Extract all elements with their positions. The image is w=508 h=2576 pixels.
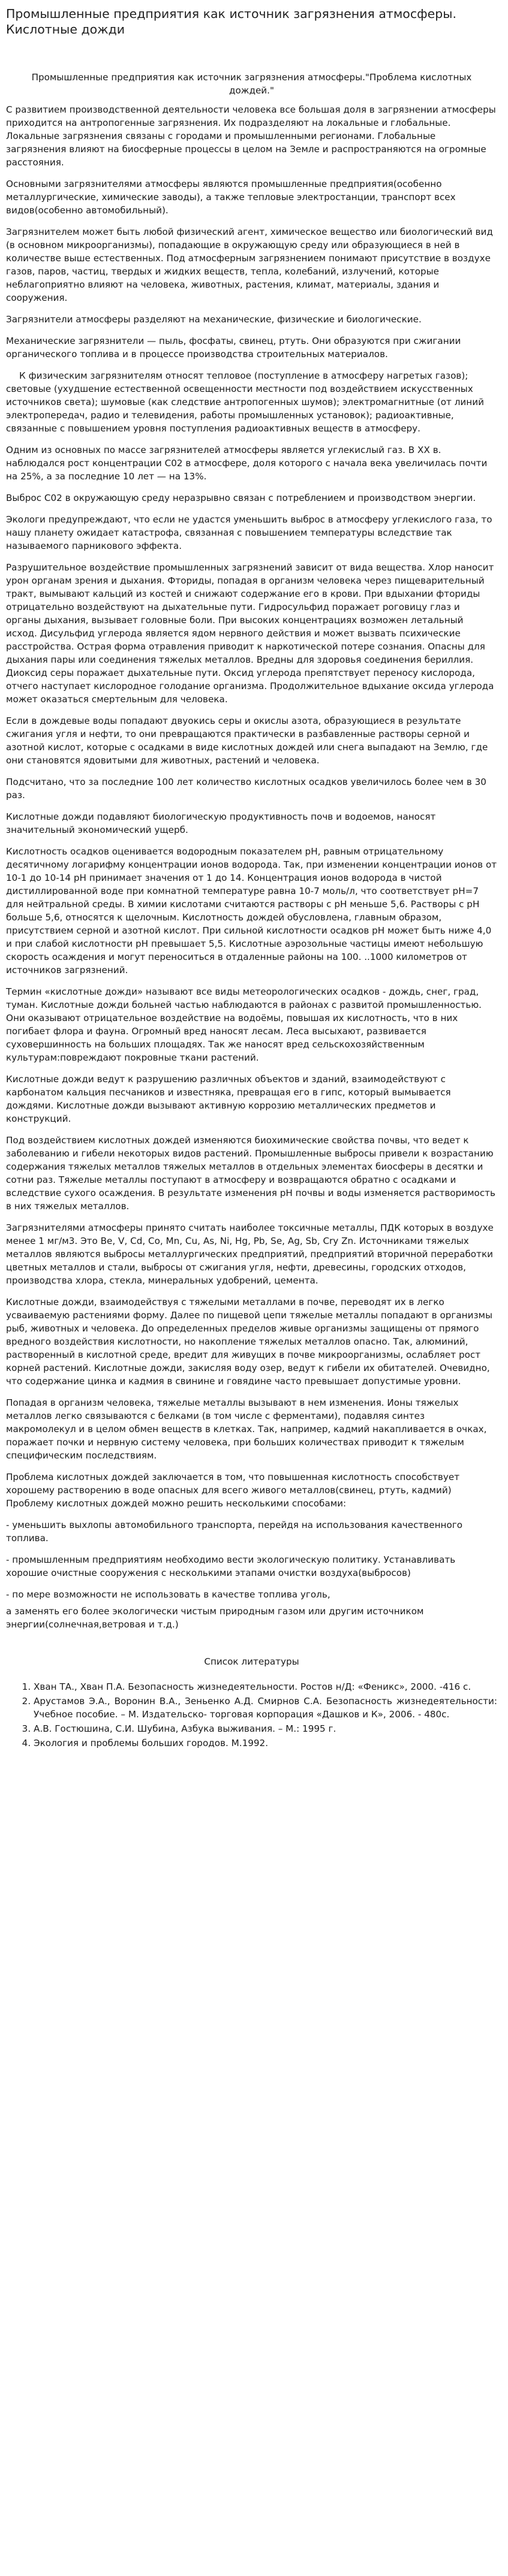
paragraph: Основными загрязнителями атмосферы являются промышленные предприятия(особенно металлургические, химические заводы), а также тепловые электростанции, транспорт всех видов(особенно автомобильный).: [6, 179, 456, 216]
document-subtitle: Промышленные предприятия как источник загрязнения атмосферы."Проблема кислотных дождей.": [31, 72, 472, 96]
paragraph: Кислотные дожди ведут к разрушению различных объектов и зданий, взаимодействуют с карбонатом кальция песчаников и известняка, превращая его в гипс, который вымывается дождями. Кислотные дожди вызывают активную коррозию металлических предметов и конструкций.: [6, 1074, 451, 1124]
paragraph: Термин «кислотные дожди» называют все виды метеорологических осадков - дождь, снег, град, туман. Кислотные дожди больней частью наблюдаются в районах с развитой промышленностью. Они оказывают отрицательное воздействие на водоёмы, повышая их кислотность, что в них погибает флора и фауна. Огромный вред наносят лесам. Леса высыхают, развивается суховершинность на больших площадях. Так же наносят вред сельскохозяйственным культурам:повреждают покровные ткани растений.: [6, 986, 482, 1063]
paragraph: Проблема кислотных дождей заключается в том, что повышенная кислотность способствует хорошему растворению в воде опасных для всего живого металлов(свинец, ртуть, кадмий) Проблему кислотных дождей можно решить несколькими способами:: [6, 1472, 460, 1509]
paragraph: Кислотные дожди, взаимодействуя с тяжелыми металлами в почве, переводят их в легко усваиваемую растениями форму. Далее по пищевой цепи тяжелые металлы попадают в организмы рыб, животных и человека. До определенных пределов живые организмы защищены от прямого вредного воздействия кислотности, но накопление тяжелых металлов опасно. Так, алюминий, растворенный в кислотной среде, вредит для живущих в почве микроорганизмы, ослабляет рост корней растений. Кислотные дожди, закисляя воду озер, ведут к гибели их обитателей. Очевидно, что содержание цинка и кадмия в свинине и говядине часто превышает допустимые уровни.: [6, 1297, 492, 1387]
reference-item: 2. Арустамов Э.А., Воронин В.А., Зеньенко А.Д. Смирнов С.А. Безопасность жизнедеятельности: Учебное пособие. – М. Издательско- торговая корпорация «Дашков и К», 2006. - 480с.: [34, 1695, 497, 1721]
reference-item: 4. Экология и проблемы больших городов. М.1992.: [34, 1737, 497, 1750]
paragraph: Загрязнители атмосферы разделяют на механические, физические и биологические.: [6, 314, 422, 325]
paragraph: Одним из основных по массе загрязнителей атмосферы является углекислый газ. В XX в. наблюдался рост концентрации С02 в атмосфере, доля которого с начала века увеличилась почти на 25%, а за последние 10 лет — на 13%.: [6, 445, 488, 482]
references-list: [6, 1680, 497, 1750]
solution-item: - по мере возможности не использовать в качестве топлива уголь,: [6, 1589, 330, 1600]
solution-item: - промышленным предприятиям необходимо вести экологическую политику. Устанавливать хорошие очистные сооружения с несколькими этапами очистки воздуха(выбросов): [6, 1554, 456, 1578]
paragraph: К физическим загрязнителям относят тепловое (поступление в атмосферу нагретых газов); световые (ухудшение естественной освещенности местности под воздействием искусственных источников света); шумовые (как следствие антропогенных шумов); электромагнитные (от линий электропередач, радио и телевидения, работы промышленных установок); радиоактивные, связанные с повышением уровня поступления радиоактивных веществ в атмосферу.: [6, 370, 484, 434]
document-body: [6, 103, 497, 1631]
paragraph: Под воздействием кислотных дождей изменяются биохимические свойства почвы, что ведет к заболеванию и гибели некоторых видов растений. Промышленные выбросы привели к возрастанию содержания тяжелых металлов тяжелых металлов в отдельных элементах биосферы в десятки и сотни раз. Тяжелые металлы поступают в атмосферу и возвращаются обратно с осадками и вследствие сухого осаждения. В результате изменения pH почвы и воды изменяется растворимость в них тяжелых металлов.: [6, 1135, 495, 1212]
document-title: Промышленные предприятия как источник загрязнения атмосферы. Кислотные дожди: [6, 7, 456, 37]
paragraph: Загрязнителем может быть любой физический агент, химическое вещество или биологический вид (в основном микроорганизмы), попадающие в окружающую среду или образующиеся в ней в количестве выше естественных. Под атмосферным загрязнением понимают присутствие в воздухе газов, паров, частиц, твердых и жидких веществ, тепла, колебаний, излучений, которые неблагоприятно влияют на человека, животных, растения, климат, материалы, здания и сооружения.: [6, 227, 493, 303]
paragraph: Попадая в организм человека, тяжелые металлы вызывают в нем изменения. Ионы тяжелых металлов легко связываются с белками (в том числе с ферментами), подавляя синтез макромолекул и в целом обмен веществ в клетках. Так, например, кадмий накапливается в очках, поражает почки и нервную систему человека, при больших количествах приводит к тяжелым специфическим последствиям.: [6, 1397, 487, 1461]
reference-item: 3. А.В. Гостюшина, С.И. Шубина, Азбука выживания. – М.: 1995 г.: [34, 1722, 497, 1735]
solution-item-continued: а заменять его более экологически чистым природным газом или другим источником энергии(солнечная,ветровая и т.д.): [6, 1606, 424, 1630]
paragraph: Экологи предупреждают, что если не удастся уменьшить выброс в атмосферу углекислого газа, то нашу планету ожидает катастрофа, связанная с повышением температуры вследствие так называемого парникового эффекта.: [6, 514, 492, 551]
reference-item: 1. Хван ТА., Хван П.А. Безопасность жизнедеятельности. Ростов н/Д: «Феникс», 2000. -416 с.: [34, 1680, 497, 1693]
paragraph: Если в дождевые воды попадают двуокись серы и окислы азота, образующиеся в результате сжигания угля и нефти, то они превращаются практически в разбавленные растворы серной и азотной кислот, которые с осадками в виде кислотных дождей или снега выпадают на Землю, где они становятся ядовитыми для животных, растений и человека.: [6, 715, 488, 766]
paragraph: Загрязнителями атмосферы принято считать наиболее токсичные металлы, ПДК которых в воздухе менее 1 мг/м3. Это Be, V, Cd, Co, Mn, Cu, As, Ni, Hg, Pb, Se, Ag, Sb, Cry Zn. Источниками тяжелых металлов являются выбросы металлургических предприятий, предприятий вторичной переработки цветных металлов и стали, выбросы от сжигания угля, нефти, древесины, городских отходов, производства хлора, стекла, минеральных удобрений, цемента.: [6, 1222, 494, 1286]
paragraph: Выброс С02 в окружающую среду неразрывно связан с потреблением и производством энергии.: [6, 493, 476, 503]
paragraph: Механические загрязнители — пыль, фосфаты, свинец, ртуть. Они образуются при сжигании органического топлива и в процессе производства строительных материалов.: [6, 336, 461, 360]
paragraph: Разрушительное воздействие промышленных загрязнений зависит от вида вещества. Хлор наносит урон органам зрения и дыхания. Фториды, попадая в организм человека через пищеварительный тракт, вымывают кальций из костей и снижают содержание его в крови. При вдыхании фториды отрицательно воздействуют на дыхательные пути. Гидросульфид поражает роговицу глаз и органы дыхания, вызывает головные боли. При высоких концентрациях возможен летальный исход. Дисульфид углерода является ядом нервного действия и может вызвать психические расстройства. Острая форма отравления приводит к наркотической потере сознания. Опасны для дыхания пары или соединения тяжелых металлов. Вредны для здоровья соединения бериллия. Диоксид серы поражает дыхательные пути. Оксид углерода препятствует переносу кислорода, отчего наступает кислородное голодание организма. Продолжительное вдыхание оксида углерода может оказаться смертельным для человека.: [6, 562, 494, 705]
references-heading: Список литературы: [204, 1656, 299, 1667]
paragraph: Кислотные дожди подавляют биологическую продуктивность почв и водоемов, наносят значительный экономический ущерб.: [6, 811, 436, 835]
paragraph: Кислотность осадков оценивается водородным показателем pH, равным отрицательному десятичному логарифму концентрации ионов водорода. Так, при изменении концентрации ионов от 10-1 до 10-14 pH принимает значения от 1 до 14. Концентрация ионов водорода в чистой дистиллированной воде при комнатной температуре равна 10-7 моль/л, что соответствует pH=7 для нейтральной среды. В химии кислотами считаются растворы с pH меньше 5,6. Растворы с pH больше 5,6, относятся к щелочным. Кислотность дождей обусловлена, главным образом, присутствием серной и азотной кислот. При сильной кислотности осадков pH может быть ниже 4,0 и при слабой кислотности pH превышает 5,5. Кислотные аэрозольные частицы имеют небольшую скорость осаждения и могут переноситься в отдаленные районы на 100. ..1000 километров от источников загрязнений.: [6, 846, 497, 976]
solution-item: - уменьшить выхлопы автомобильного транспорта, перейдя на использования качественного топлива.: [6, 1520, 463, 1544]
paragraph: Подсчитано, что за последние 100 лет количество кислотных осадков увеличилось более чем в 30 раз.: [6, 777, 486, 801]
paragraph: С развитием производственной деятельности человека все большая доля в загрязнении атмосферы приходится на антропогенные загрязнения. Их подразделяют на локальные и глобальные. Локальные загрязнения связаны с городами и промышленными регионами. Глобальные загрязнения влияют на биосферные процессы в целом на Земле и распространяются на огромные расстояния.: [6, 104, 496, 168]
